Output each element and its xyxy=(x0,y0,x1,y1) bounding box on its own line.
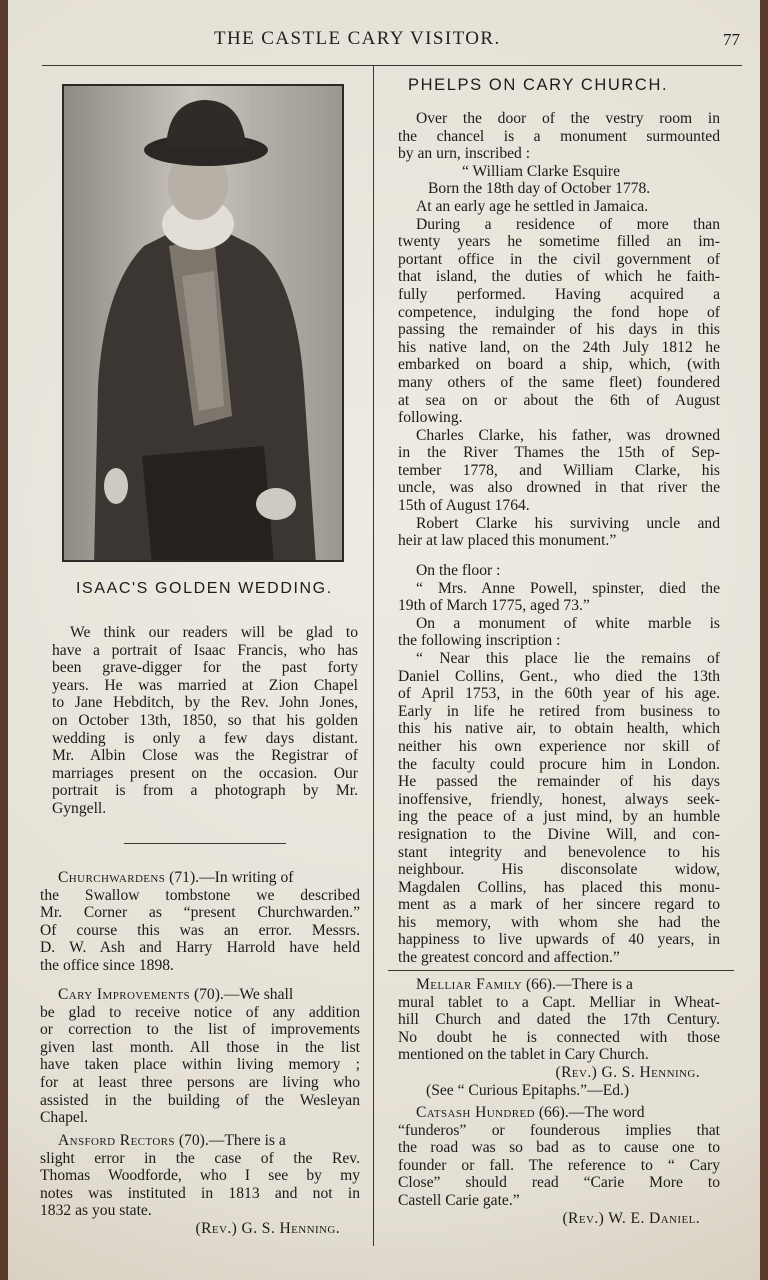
phelps-line: this his native air, to obtain health, which xyxy=(398,720,720,738)
phelps-line: Daniel Collins, Gent., who died the 13th xyxy=(398,667,720,685)
catsash-signature: (Rev.) W. E. Daniel. xyxy=(562,1209,700,1227)
improvements-ref: (70). xyxy=(190,986,224,1003)
improvements-line: or correction to the list of improvements xyxy=(40,1021,360,1039)
section-divider xyxy=(388,970,734,971)
catsash-line: “funderos” or founderous implies that xyxy=(398,1121,720,1139)
catsash-text: —The word xyxy=(568,1104,645,1121)
ansford-line: Thomas Woodforde, who I see by my xyxy=(40,1167,360,1185)
phelps-line: resignation to the Divine Will, and con- xyxy=(398,825,720,843)
phelps-line: Over the door of the vestry room in xyxy=(416,110,720,127)
melliar-line xyxy=(398,976,720,994)
phelps-line: embarked on board a ship, which, (with xyxy=(398,356,720,374)
improvements-text: —We shall xyxy=(223,986,294,1003)
improvements-line: for at least three persons are living who xyxy=(40,1073,360,1091)
improvements-line: have taken place within living memory ; xyxy=(40,1056,360,1074)
phelps-line: passing the remainder of his days in this xyxy=(398,321,720,339)
churchwardens-article xyxy=(40,869,360,975)
churchwardens-line: Mr. Corner as “present Churchwarden.” xyxy=(40,904,360,922)
improvements-line: assisted in the building of the Wesleyan xyxy=(40,1091,360,1109)
churchwardens-line: D. W. Ash and Harry Harrold have held xyxy=(40,939,360,957)
phelps-title: PHELPS ON CARY CHURCH. xyxy=(408,76,669,94)
catsash-line: founder or fall. The reference to “ Cary xyxy=(398,1156,720,1174)
improvements-heading: Cary Improvements xyxy=(58,986,191,1003)
ansford-heading: Ansford Rectors xyxy=(58,1132,175,1149)
phelps-line: “ Mrs. Anne Powell, spinster, died the xyxy=(416,579,720,597)
phelps-article xyxy=(398,110,720,550)
phelps-line: Charles Clarke, his father, was drowned xyxy=(416,426,720,444)
churchwardens-line xyxy=(40,869,360,887)
wedding-line: years. He was married at Zion Chapel xyxy=(52,676,358,694)
improvements-line xyxy=(40,986,360,1004)
section-divider xyxy=(124,843,286,844)
wedding-line: marriages present on the occasion. Our xyxy=(52,764,358,782)
phelps-line: neighbour. His disconsolate widow, xyxy=(398,861,720,879)
phelps-line: On a monument of white marble is xyxy=(416,614,720,632)
phelps-inscription-line: Born the 18th day of October 1778. xyxy=(428,180,651,198)
ansford-ref: (70). xyxy=(174,1132,209,1149)
phelps-line: At an early age he settled in Jamaica. xyxy=(416,197,649,215)
phelps-line: his native land, on the 24th July 1812 he xyxy=(398,338,720,356)
phelps-line: many others of the same fleet) foundered xyxy=(398,373,720,391)
page-header xyxy=(8,26,760,56)
ansford-line: notes was instituted in 1813 and not in xyxy=(40,1184,360,1202)
phelps-line: portant office in the civil government of xyxy=(398,250,720,268)
phelps-line: the chancel is a monument surmounted xyxy=(398,127,720,145)
phelps-line: twenty years he sometime filled an im- xyxy=(398,233,720,251)
phelps-line: neither his own experience nor skill of xyxy=(398,737,720,755)
melliar-line: hill Church and dated the 17th Century. xyxy=(398,1011,720,1029)
phelps-line: of April 1753, in the 60th year of his age. xyxy=(398,685,720,703)
wedding-line: Gyngell. xyxy=(52,799,107,817)
improvements-line: Chapel. xyxy=(40,1109,89,1127)
melliar-article xyxy=(398,976,720,1099)
wedding-line: wedding is only a few days distant. xyxy=(52,729,358,747)
catsash-line xyxy=(398,1104,720,1122)
page-number: 77 xyxy=(723,30,740,49)
phelps-line: ing the peace of a just mind, by an humble xyxy=(398,808,720,826)
phelps-line: ment as a mark of her sincere regard to xyxy=(398,896,720,914)
phelps-line: his memory, with whom she had the xyxy=(398,913,720,931)
churchwardens-line: Of course this was an error. Messrs. xyxy=(40,921,360,939)
phelps-line: He passed the remainder of his days xyxy=(398,773,720,791)
phelps-line: tember 1778, and William Clarke, his xyxy=(398,461,720,479)
phelps-line: Robert Clarke his surviving uncle and xyxy=(416,514,720,532)
churchwardens-ref: (71). xyxy=(165,869,200,886)
wedding-line: to Jane Hebditch, by the Rev. John Jones, xyxy=(52,694,358,712)
catsash-line: Close” should read “Carie More to xyxy=(398,1174,720,1192)
phelps-line: On the floor : xyxy=(416,562,501,579)
ansford-line: slight error in the case of the Rev. xyxy=(40,1149,360,1167)
ansford-text: —There is a xyxy=(208,1132,286,1149)
editor-note: (See “ Curious Epitaphs.”—Ed.) xyxy=(426,1081,630,1099)
portrait-illustration xyxy=(64,86,344,562)
churchwardens-line: the Swallow tombstone we described xyxy=(40,886,360,904)
wedding-line: Mr. Albin Close was the Registrar of xyxy=(52,747,358,765)
phelps-line: heir at law placed this monument.” xyxy=(398,532,617,550)
phelps-line: Magdalen Collins, has placed this monu- xyxy=(398,878,720,896)
ansford-line xyxy=(40,1132,360,1150)
phelps-line: stant integrity and benevolence to his xyxy=(398,843,720,861)
improvements-line: given last month. All those in the list xyxy=(40,1038,360,1056)
phelps-line: competence, indulging the fond hope of xyxy=(398,303,720,321)
phelps-line: 15th of August 1764. xyxy=(398,497,530,515)
phelps-line: “ Near this place lie the remains of xyxy=(416,649,720,667)
wedding-title: ISAAC'S GOLDEN WEDDING. xyxy=(76,580,333,597)
portrait-photo xyxy=(62,84,344,562)
melliar-line: No doubt he is connected with those xyxy=(398,1028,720,1046)
catsash-ref: (66). xyxy=(534,1104,569,1121)
improvements-article xyxy=(40,986,360,1127)
phelps-line: happiness to live upwards of 40 years, in xyxy=(398,931,720,949)
ansford-article xyxy=(40,1132,360,1238)
melliar-ref: (66). xyxy=(522,976,556,993)
wedding-line: on October 13th, 1850, so that his golden xyxy=(52,711,358,729)
catsash-line: Castell Carie gate.” xyxy=(398,1191,520,1209)
ansford-signature: (Rev.) G. S. Henning. xyxy=(195,1219,340,1237)
header-rule xyxy=(42,65,742,66)
phelps-line: 19th of March 1775, aged 73.” xyxy=(398,597,590,615)
phelps-line: fully performed. Having acquired a xyxy=(398,285,720,303)
phelps-floor-article xyxy=(398,562,720,967)
catsash-line: the road was so bad as to cause one to xyxy=(398,1139,720,1157)
ansford-line: 1832 as you state. xyxy=(40,1202,152,1220)
catsash-article xyxy=(398,1104,720,1227)
melliar-heading: Melliar Family xyxy=(416,976,523,993)
phelps-line: the following inscription : xyxy=(398,632,561,650)
page xyxy=(8,0,760,1280)
phelps-line: Early in life he retired from business to xyxy=(398,702,720,720)
melliar-text: —There is a xyxy=(555,976,633,993)
phelps-line: at sea on or about the 6th of August xyxy=(398,391,720,409)
churchwardens-heading: Churchwardens xyxy=(58,869,166,886)
phelps-line: inoffensive, friendly, honest, always seek- xyxy=(398,790,720,808)
phelps-line: the faculty could procure him in London. xyxy=(398,755,720,773)
melliar-signature: (Rev.) G. S. Henning. xyxy=(555,1063,700,1081)
melliar-line: mentioned on the tablet in Cary Church. xyxy=(398,1046,649,1064)
catsash-heading: Catsash Hundred xyxy=(416,1104,535,1121)
column-rule xyxy=(373,66,374,1246)
improvements-line: be glad to receive notice of any addition xyxy=(40,1003,360,1021)
wedding-line: been grave-digger for the past forty xyxy=(52,659,358,677)
churchwardens-line: the office since 1898. xyxy=(40,956,174,974)
phelps-line: the greatest concord and affection.” xyxy=(398,949,620,967)
phelps-line: uncle, was also drowned in that river the xyxy=(398,479,720,497)
running-title: THE CASTLE CARY VISITOR. xyxy=(214,28,501,49)
phelps-line: in the River Thames the 15th of Sep- xyxy=(398,444,720,462)
phelps-line: During a residence of more than xyxy=(416,215,720,233)
wedding-line: have a portrait of Isaac Francis, who has xyxy=(52,641,358,659)
phelps-line: that island, the duties of which he faith- xyxy=(398,268,720,286)
wedding-line: We think our readers will be glad to xyxy=(70,624,358,641)
phelps-inscription-line: “ William Clarke Esquire xyxy=(462,162,621,180)
phelps-line: by an urn, inscribed : xyxy=(398,145,531,163)
phelps-line: following. xyxy=(398,409,463,427)
wedding-article xyxy=(52,624,358,818)
melliar-line: mural tablet to a Capt. Melliar in Wheat- xyxy=(398,993,720,1011)
wedding-line: portrait is from a photograph by Mr. xyxy=(52,782,358,800)
churchwardens-text: —In writing of xyxy=(199,869,294,886)
